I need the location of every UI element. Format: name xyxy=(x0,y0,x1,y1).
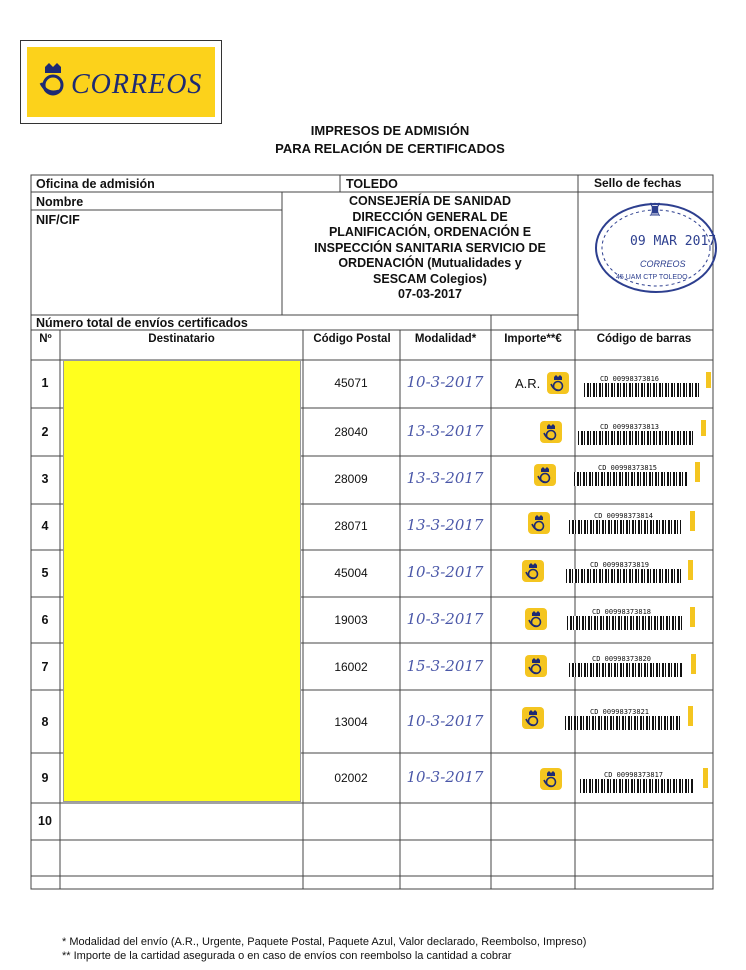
modalidad-value: 10-3-2017 xyxy=(406,373,484,391)
correos-label-icon xyxy=(525,655,547,677)
col-cp-header: Código Postal xyxy=(313,333,391,345)
row-number: 5 xyxy=(41,566,49,580)
label-edge xyxy=(703,768,708,788)
row-number: 2 xyxy=(41,425,49,439)
nombre-line: INSPECCIÓN SANITARIA SERVICIO DE xyxy=(314,240,546,255)
barcode-number: CD 00998373814 xyxy=(594,512,654,520)
post-horn-icon xyxy=(547,372,569,394)
row-number: 1 xyxy=(41,376,49,390)
modalidad-value: 13-3-2017 xyxy=(406,422,484,440)
modalidad-value: 13-3-2017 xyxy=(406,469,484,487)
correos-label-icon xyxy=(547,372,569,394)
barcode xyxy=(567,616,683,630)
label-edge xyxy=(690,607,695,627)
form-title-line1: IMPRESOS DE ADMISIÓN xyxy=(310,123,470,138)
date-stamp xyxy=(590,196,720,296)
correos-label-icon xyxy=(528,512,550,534)
barcode-number: CD 00998373821 xyxy=(590,708,650,716)
label-edge xyxy=(701,420,706,436)
label-edge xyxy=(688,706,693,726)
form-title-line2: PARA RELACIÓN DE CERTIFICADOS xyxy=(275,141,505,156)
footnote-1: * Modalidad del envío (A.R., Urgente, Paquete Postal, Paquete Azul, Valor declarado, Reembolso, Impreso) xyxy=(62,936,587,948)
col-mod-header: Modalidad* xyxy=(414,333,477,345)
row-number: 10 xyxy=(38,814,52,828)
modalidad-value: 15-3-2017 xyxy=(406,657,484,675)
postal-code: 19003 xyxy=(334,613,368,627)
label-edge xyxy=(690,511,695,531)
stamp-name: CORREOS xyxy=(640,259,686,269)
correos-label-icon xyxy=(534,464,556,486)
stamp-date: 09 MAR 2017 xyxy=(630,234,717,249)
modalidad-value: 10-3-2017 xyxy=(406,610,484,628)
oficina-value: TOLEDO xyxy=(346,177,398,191)
correos-label-icon xyxy=(522,560,544,582)
col-num-header: Nº xyxy=(39,333,52,345)
nombre-line: CONSEJERÍA DE SANIDAD xyxy=(348,194,512,208)
barcode xyxy=(566,569,682,583)
correos-label-icon xyxy=(522,707,544,729)
nombre-value xyxy=(284,194,576,303)
col-imp-header: Importe**€ xyxy=(504,333,562,345)
nombre-line: DIRECCIÓN GENERAL DE xyxy=(352,209,508,224)
postal-code: 45004 xyxy=(334,566,368,580)
barcode-number: CD 00998373817 xyxy=(604,771,664,779)
barcode xyxy=(584,383,700,397)
post-horn-icon xyxy=(534,464,556,486)
modalidad-value: 10-3-2017 xyxy=(406,768,484,786)
label-edge xyxy=(688,560,693,580)
barcode-number: CD 00998373816 xyxy=(600,375,660,383)
modalidad-value: 10-3-2017 xyxy=(406,712,484,730)
barcode xyxy=(569,663,683,677)
post-horn-icon xyxy=(540,421,562,443)
barcode-number: CD 00998373819 xyxy=(590,561,650,569)
row-number: 6 xyxy=(41,613,49,627)
nombre-line: SESCAM Colegios) xyxy=(373,271,487,286)
stamp-horn-icon: ♜ xyxy=(646,200,664,220)
barcode xyxy=(580,779,694,793)
post-horn-icon xyxy=(522,560,544,582)
correos-label-icon xyxy=(540,768,562,790)
total-label: Número total de envíos certificados xyxy=(36,316,248,330)
post-horn-icon xyxy=(522,707,544,729)
row-number: 3 xyxy=(41,472,49,486)
oficina-label: Oficina de admisión xyxy=(36,177,155,191)
barcode xyxy=(574,472,688,486)
postal-code: 02002 xyxy=(334,771,368,785)
nombre-line: PLANIFICACIÓN, ORDENACIÓN E xyxy=(328,225,532,239)
postal-code: 45071 xyxy=(334,376,368,390)
postal-code: 28009 xyxy=(334,472,368,486)
col-dest-header: Destinatario xyxy=(148,333,215,345)
sello-label: Sello de fechas xyxy=(594,176,682,190)
barcode xyxy=(578,431,693,445)
correos-label-icon xyxy=(525,608,547,630)
nif-label: NIF/CIF xyxy=(36,213,80,227)
label-edge xyxy=(695,462,700,482)
postal-code: 28040 xyxy=(334,425,368,439)
modalidad-value: 13-3-2017 xyxy=(406,516,484,534)
modalidad-value: 10-3-2017 xyxy=(406,563,484,581)
post-horn-icon xyxy=(540,768,562,790)
barcode-number: CD 00998373815 xyxy=(598,464,658,472)
recipient-redaction xyxy=(63,360,301,802)
post-horn-icon xyxy=(525,608,547,630)
label-edge xyxy=(691,654,696,674)
correos-label-icon xyxy=(540,421,562,443)
barcode-number: CD 00998373813 xyxy=(600,423,660,431)
barcode-number: CD 00998373818 xyxy=(592,608,652,616)
barcode xyxy=(569,520,681,534)
post-horn-icon xyxy=(528,512,550,534)
col-bar-header: Código de barras xyxy=(596,333,692,345)
row-number: 7 xyxy=(41,660,49,674)
stamp-office: 45 UAM CTP TOLEDO xyxy=(616,274,688,281)
row-number: 4 xyxy=(41,519,49,533)
label-edge xyxy=(706,372,711,388)
barcode-number: CD 00998373820 xyxy=(592,655,652,663)
logo-text: CORREOS xyxy=(71,69,203,100)
nombre-label: Nombre xyxy=(36,195,84,209)
nombre-line: 07-03-2017 xyxy=(398,287,462,301)
footnote-2: ** Importe de la cartidad asegurada o en caso de envíos con reembolso la cantidad a cobrar xyxy=(62,950,512,962)
postal-code: 16002 xyxy=(334,660,368,674)
postal-code: 13004 xyxy=(334,715,368,729)
postal-code: 28071 xyxy=(334,519,368,533)
barcode xyxy=(565,716,681,730)
row-number: 8 xyxy=(41,715,49,729)
nombre-line: ORDENACIÓN (Mutualidades y xyxy=(338,256,522,270)
post-horn-icon xyxy=(525,655,547,677)
row-number: 9 xyxy=(41,771,49,785)
importe-value: A.R. xyxy=(515,376,541,391)
